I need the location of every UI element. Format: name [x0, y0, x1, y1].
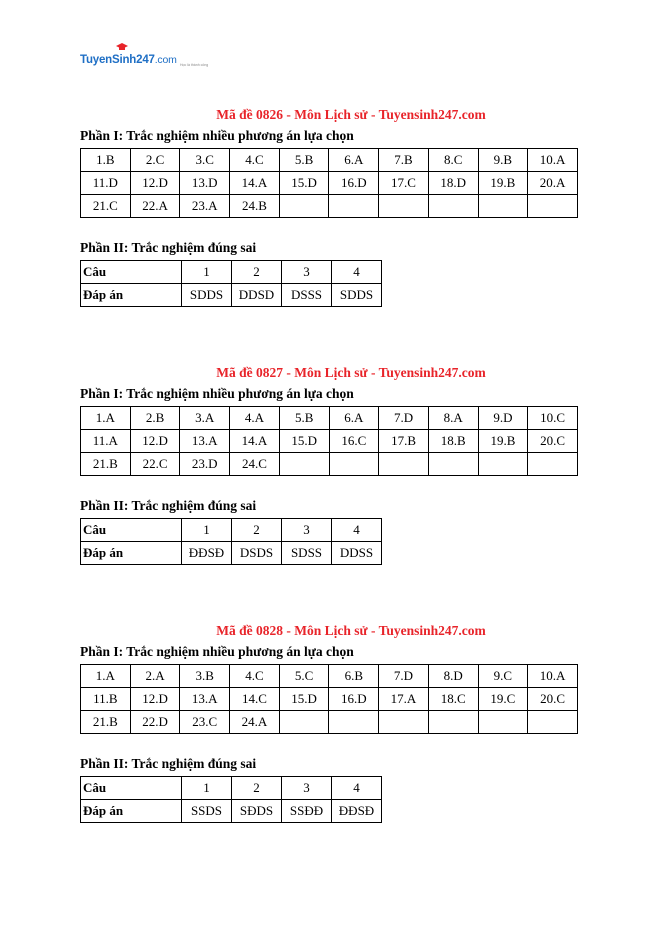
answer-cell: 5.B: [279, 149, 329, 172]
answer-row-label: Đáp án: [81, 284, 182, 307]
answer-cell: 1.B: [81, 149, 131, 172]
table-row: [81, 430, 578, 453]
answer-cell: 24.B: [230, 195, 280, 218]
answer-cell: 2.A: [130, 665, 180, 688]
answer-cell: 18.B: [428, 430, 478, 453]
answer-cell: 18.C: [428, 688, 478, 711]
logo-text: TuyenSinh247.com: [80, 54, 177, 66]
answer-cell: 13.A: [180, 430, 230, 453]
question-row: [81, 261, 382, 284]
answer-cell: 23.D: [180, 453, 230, 476]
answer-cell: 8.D: [428, 665, 478, 688]
answer-cell: 1.A: [81, 407, 131, 430]
answer-cell: 6.A: [329, 149, 379, 172]
true-false-answer-table: [80, 776, 382, 823]
answer-cell: [329, 453, 379, 476]
answer-cell: 10.A: [528, 665, 578, 688]
site-logo[interactable]: [80, 50, 209, 74]
answer-cell: 17.B: [379, 430, 429, 453]
answer-row-cell: SDDS: [182, 284, 232, 307]
answer-cell: 24.A: [230, 711, 280, 734]
answer-cell: [528, 453, 578, 476]
answer-cell: 19.B: [478, 172, 528, 195]
table-row: [81, 172, 578, 195]
answer-cell: 23.A: [180, 195, 230, 218]
answer-cell: 10.A: [528, 149, 578, 172]
exam-title: Mã đề 0828 - Môn Lịch sử - Tuyensinh247.com: [216, 623, 486, 638]
question-row-cell: 2: [232, 519, 282, 542]
answer-cell: 11.B: [81, 688, 131, 711]
answer-cell: 8.A: [428, 407, 478, 430]
answer-cell: [478, 453, 528, 476]
multiple-choice-answer-table: [80, 406, 578, 476]
answer-cell: 4.A: [230, 407, 280, 430]
answer-cell: [428, 453, 478, 476]
answer-cell: [379, 453, 429, 476]
answer-cell: 2.B: [130, 407, 180, 430]
exam-block-0826: [80, 106, 580, 307]
part1-title: Phần I: Trắc nghiệm nhiều phương án lựa chọn: [80, 128, 354, 143]
answer-cell: 15.D: [279, 172, 329, 195]
answer-row: [81, 800, 382, 823]
question-row-label: Câu: [81, 777, 182, 800]
answer-cell: 19.C: [478, 688, 528, 711]
question-row-cell: 3: [282, 519, 332, 542]
answer-cell: [528, 195, 578, 218]
answer-cell: 15.D: [279, 430, 329, 453]
answer-cell: 3.A: [180, 407, 230, 430]
answer-cell: 20.C: [528, 430, 578, 453]
part1-title: Phần I: Trắc nghiệm nhiều phương án lựa chọn: [80, 386, 354, 401]
table-row: [81, 453, 578, 476]
question-row-cell: 2: [232, 261, 282, 284]
answer-cell: 13.A: [180, 688, 230, 711]
question-row-cell: 3: [282, 261, 332, 284]
answer-cell: 11.A: [81, 430, 131, 453]
table-row: [81, 665, 578, 688]
answer-cell: 21.B: [81, 711, 131, 734]
true-false-answer-table: [80, 518, 382, 565]
answer-cell: [329, 195, 379, 218]
answer-cell: [478, 711, 528, 734]
answer-cell: 17.A: [379, 688, 429, 711]
answer-cell: 21.B: [81, 453, 131, 476]
answer-cell: [379, 195, 429, 218]
answer-cell: 4.C: [230, 149, 280, 172]
exam-block-0828: [80, 622, 580, 823]
exam-title: Mã đề 0827 - Môn Lịch sử - Tuyensinh247.com: [216, 365, 486, 380]
answer-cell: 18.D: [428, 172, 478, 195]
question-row-label: Câu: [81, 261, 182, 284]
answer-cell: 8.C: [428, 149, 478, 172]
answer-row-cell: SDSS: [282, 542, 332, 565]
answer-cell: 7.D: [379, 407, 429, 430]
answer-cell: 9.D: [478, 407, 528, 430]
true-false-answer-table: [80, 260, 382, 307]
answer-cell: 3.C: [180, 149, 230, 172]
answer-cell: [279, 453, 329, 476]
answer-row-cell: SSDS: [182, 800, 232, 823]
part2-title: Phần II: Trắc nghiệm đúng sai: [80, 756, 257, 771]
table-row: [81, 711, 578, 734]
answer-row-cell: SĐDS: [232, 800, 282, 823]
exam-block-0827: [80, 364, 580, 565]
part1-title: Phần I: Trắc nghiệm nhiều phương án lựa chọn: [80, 644, 354, 659]
answer-row-cell: ĐĐSĐ: [332, 800, 382, 823]
answer-row-cell: SSĐĐ: [282, 800, 332, 823]
answer-row-cell: DSDS: [232, 542, 282, 565]
answer-cell: [379, 711, 429, 734]
answer-cell: 5.C: [279, 665, 329, 688]
answer-cell: [279, 195, 329, 218]
answer-cell: 4.C: [230, 665, 280, 688]
answer-cell: 12.D: [130, 688, 180, 711]
answer-cell: 15.D: [279, 688, 329, 711]
answer-cell: 22.C: [130, 453, 180, 476]
answer-cell: 16.D: [329, 172, 379, 195]
logo-tagline: Học là thành công: [180, 63, 209, 67]
answer-row-label: Đáp án: [81, 800, 182, 823]
answer-row-cell: DDSS: [332, 542, 382, 565]
answer-cell: 20.A: [528, 172, 578, 195]
answer-row: [81, 542, 382, 565]
answer-cell: 7.B: [379, 149, 429, 172]
question-row-cell: 1: [182, 519, 232, 542]
question-row-cell: 1: [182, 777, 232, 800]
question-row-cell: 1: [182, 261, 232, 284]
table-row: [81, 149, 578, 172]
answer-cell: 9.C: [478, 665, 528, 688]
graduation-cap-icon: [116, 43, 128, 51]
answer-cell: 17.C: [379, 172, 429, 195]
answer-cell: 21.C: [81, 195, 131, 218]
multiple-choice-answer-table: [80, 664, 578, 734]
answer-cell: [528, 711, 578, 734]
answer-cell: 22.D: [130, 711, 180, 734]
question-row: [81, 519, 382, 542]
answer-cell: 9.B: [478, 149, 528, 172]
answer-cell: [279, 711, 329, 734]
answer-cell: 23.C: [180, 711, 230, 734]
table-row: [81, 407, 578, 430]
answer-cell: 7.D: [379, 665, 429, 688]
answer-cell: 6.B: [329, 665, 379, 688]
answer-cell: 12.D: [130, 430, 180, 453]
answer-row-cell: DSSS: [282, 284, 332, 307]
answer-cell: 16.D: [329, 688, 379, 711]
answer-cell: 2.C: [130, 149, 180, 172]
answer-cell: 13.D: [180, 172, 230, 195]
answer-cell: 1.A: [81, 665, 131, 688]
table-row: [81, 195, 578, 218]
answer-cell: 19.B: [478, 430, 528, 453]
answer-row-cell: DDSD: [232, 284, 282, 307]
part2-title: Phần II: Trắc nghiệm đúng sai: [80, 498, 257, 513]
question-row-cell: 2: [232, 777, 282, 800]
answer-row-cell: SDDS: [332, 284, 382, 307]
answer-cell: 11.D: [81, 172, 131, 195]
answer-cell: 5.B: [279, 407, 329, 430]
answer-cell: 12.D: [130, 172, 180, 195]
multiple-choice-answer-table: [80, 148, 578, 218]
answer-cell: 6.A: [329, 407, 379, 430]
answer-cell: 24.C: [230, 453, 280, 476]
answer-cell: [428, 711, 478, 734]
answer-row-cell: ĐĐSĐ: [182, 542, 232, 565]
question-row-cell: 4: [332, 777, 382, 800]
question-row-cell: 3: [282, 777, 332, 800]
question-row-label: Câu: [81, 519, 182, 542]
answer-cell: 14.C: [230, 688, 280, 711]
question-row: [81, 777, 382, 800]
part2-title: Phần II: Trắc nghiệm đúng sai: [80, 240, 257, 255]
table-row: [81, 688, 578, 711]
answer-row: [81, 284, 382, 307]
answer-cell: 16.C: [329, 430, 379, 453]
answer-cell: [478, 195, 528, 218]
answer-cell: 14.A: [230, 172, 280, 195]
answer-cell: 14.A: [230, 430, 280, 453]
answer-cell: [428, 195, 478, 218]
answer-cell: 20.C: [528, 688, 578, 711]
question-row-cell: 4: [332, 519, 382, 542]
answer-cell: 22.A: [130, 195, 180, 218]
answer-cell: [329, 711, 379, 734]
answer-row-label: Đáp án: [81, 542, 182, 565]
question-row-cell: 4: [332, 261, 382, 284]
answer-cell: 3.B: [180, 665, 230, 688]
answer-cell: 10.C: [528, 407, 578, 430]
exam-title: Mã đề 0826 - Môn Lịch sử - Tuyensinh247.com: [216, 107, 486, 122]
